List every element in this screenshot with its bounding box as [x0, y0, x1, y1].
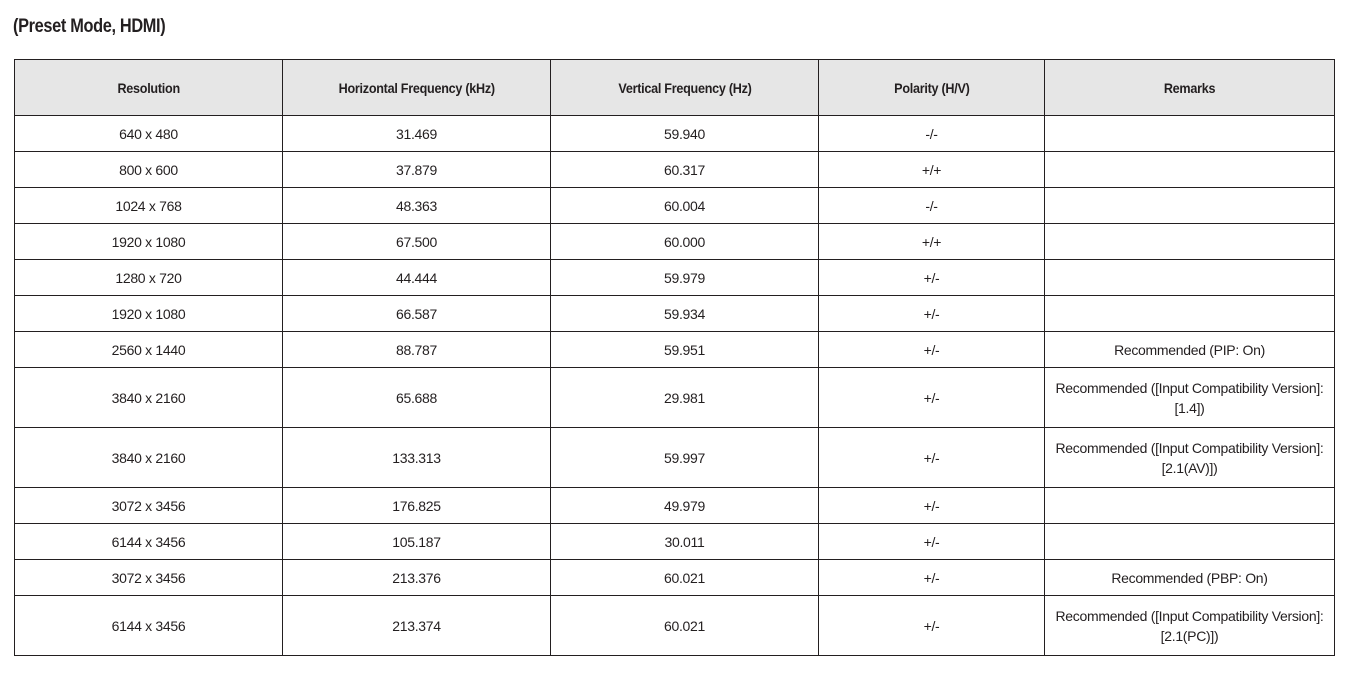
remark-text: Recommended (PIP: On) — [1114, 341, 1265, 358]
cell-resolution: 3840 x 2160 — [15, 428, 283, 488]
cell-vertical-frequency: 59.997 — [551, 428, 819, 488]
col-header-remarks: Remarks — [1045, 60, 1335, 116]
cell-remarks — [1045, 596, 1335, 656]
cell-polarity: +/- — [819, 296, 1045, 332]
cell-remarks — [1045, 116, 1335, 152]
cell-horizontal-frequency: 176.825 — [283, 488, 551, 524]
cell-polarity: +/- — [819, 332, 1045, 368]
col-header-vertical-frequency: Vertical Frequency (Hz) — [551, 60, 819, 116]
cell-resolution: 1920 x 1080 — [15, 224, 283, 260]
cell-vertical-frequency: 60.021 — [551, 560, 819, 596]
cell-vertical-frequency: 60.317 — [551, 152, 819, 188]
table-row — [15, 224, 1335, 260]
cell-resolution: 1920 x 1080 — [15, 296, 283, 332]
cell-horizontal-frequency: 65.688 — [283, 368, 551, 428]
cell-remarks — [1045, 260, 1335, 296]
cell-remarks — [1045, 560, 1335, 596]
table-row — [15, 368, 1335, 428]
table-row — [15, 596, 1335, 656]
table-row — [15, 428, 1335, 488]
cell-vertical-frequency: 60.021 — [551, 596, 819, 656]
cell-horizontal-frequency: 67.500 — [283, 224, 551, 260]
cell-remarks — [1045, 488, 1335, 524]
cell-horizontal-frequency: 44.444 — [283, 260, 551, 296]
cell-horizontal-frequency: 37.879 — [283, 152, 551, 188]
cell-horizontal-frequency: 31.469 — [283, 116, 551, 152]
cell-remarks — [1045, 152, 1335, 188]
cell-vertical-frequency: 49.979 — [551, 488, 819, 524]
table-row — [15, 188, 1335, 224]
cell-resolution: 640 x 480 — [15, 116, 283, 152]
cell-horizontal-frequency: 66.587 — [283, 296, 551, 332]
cell-remarks — [1045, 224, 1335, 260]
cell-vertical-frequency: 29.981 — [551, 368, 819, 428]
cell-polarity: +/- — [819, 488, 1045, 524]
table-row — [15, 296, 1335, 332]
cell-vertical-frequency: 59.979 — [551, 260, 819, 296]
table-row — [15, 488, 1335, 524]
cell-vertical-frequency: 60.000 — [551, 224, 819, 260]
cell-resolution: 3072 x 3456 — [15, 560, 283, 596]
cell-remarks — [1045, 368, 1335, 428]
cell-remarks — [1045, 188, 1335, 224]
cell-remarks — [1045, 428, 1335, 488]
cell-resolution: 6144 x 3456 — [15, 524, 283, 560]
page-title: (Preset Mode, HDMI) — [13, 16, 166, 37]
cell-polarity: +/- — [819, 596, 1045, 656]
cell-polarity: +/+ — [819, 152, 1045, 188]
cell-remarks — [1045, 296, 1335, 332]
cell-polarity: +/- — [819, 560, 1045, 596]
cell-resolution: 6144 x 3456 — [15, 596, 283, 656]
table-row — [15, 116, 1335, 152]
table-header-row — [15, 60, 1335, 116]
cell-remarks — [1045, 524, 1335, 560]
cell-resolution: 2560 x 1440 — [15, 332, 283, 368]
table-row — [15, 332, 1335, 368]
cell-resolution: 1280 x 720 — [15, 260, 283, 296]
cell-horizontal-frequency: 105.187 — [283, 524, 551, 560]
cell-polarity: -/- — [819, 116, 1045, 152]
cell-polarity: +/- — [819, 524, 1045, 560]
cell-horizontal-frequency: 48.363 — [283, 188, 551, 224]
col-header-resolution: Resolution — [15, 60, 283, 116]
cell-horizontal-frequency: 133.313 — [283, 428, 551, 488]
cell-resolution: 3840 x 2160 — [15, 368, 283, 428]
col-header-horizontal-frequency: Horizontal Frequency (kHz) — [283, 60, 551, 116]
cell-horizontal-frequency: 213.374 — [283, 596, 551, 656]
cell-resolution: 3072 x 3456 — [15, 488, 283, 524]
cell-resolution: 800 x 600 — [15, 152, 283, 188]
cell-vertical-frequency: 59.934 — [551, 296, 819, 332]
cell-polarity: +/- — [819, 368, 1045, 428]
cell-vertical-frequency: 30.011 — [551, 524, 819, 560]
cell-polarity: +/- — [819, 428, 1045, 488]
timing-table — [14, 59, 1335, 656]
cell-horizontal-frequency: 213.376 — [283, 560, 551, 596]
cell-polarity: +/+ — [819, 224, 1045, 260]
remark-text: Recommended ([Input Compatibility Version]: [2.1(PC)]) — [1055, 607, 1324, 644]
cell-polarity: +/- — [819, 260, 1045, 296]
cell-vertical-frequency: 59.951 — [551, 332, 819, 368]
table-row — [15, 524, 1335, 560]
remark-text: Recommended ([Input Compatibility Version]: [2.1(AV)]) — [1055, 439, 1324, 476]
remark-text: Recommended (PBP: On) — [1111, 569, 1268, 586]
table-row — [15, 152, 1335, 188]
cell-horizontal-frequency: 88.787 — [283, 332, 551, 368]
remark-text: Recommended ([Input Compatibility Version]: [1.4]) — [1055, 379, 1324, 416]
cell-polarity: -/- — [819, 188, 1045, 224]
cell-vertical-frequency: 60.004 — [551, 188, 819, 224]
col-header-polarity: Polarity (H/V) — [819, 60, 1045, 116]
table-row — [15, 260, 1335, 296]
table-row — [15, 560, 1335, 596]
cell-resolution: 1024 x 768 — [15, 188, 283, 224]
cell-vertical-frequency: 59.940 — [551, 116, 819, 152]
cell-remarks — [1045, 332, 1335, 368]
